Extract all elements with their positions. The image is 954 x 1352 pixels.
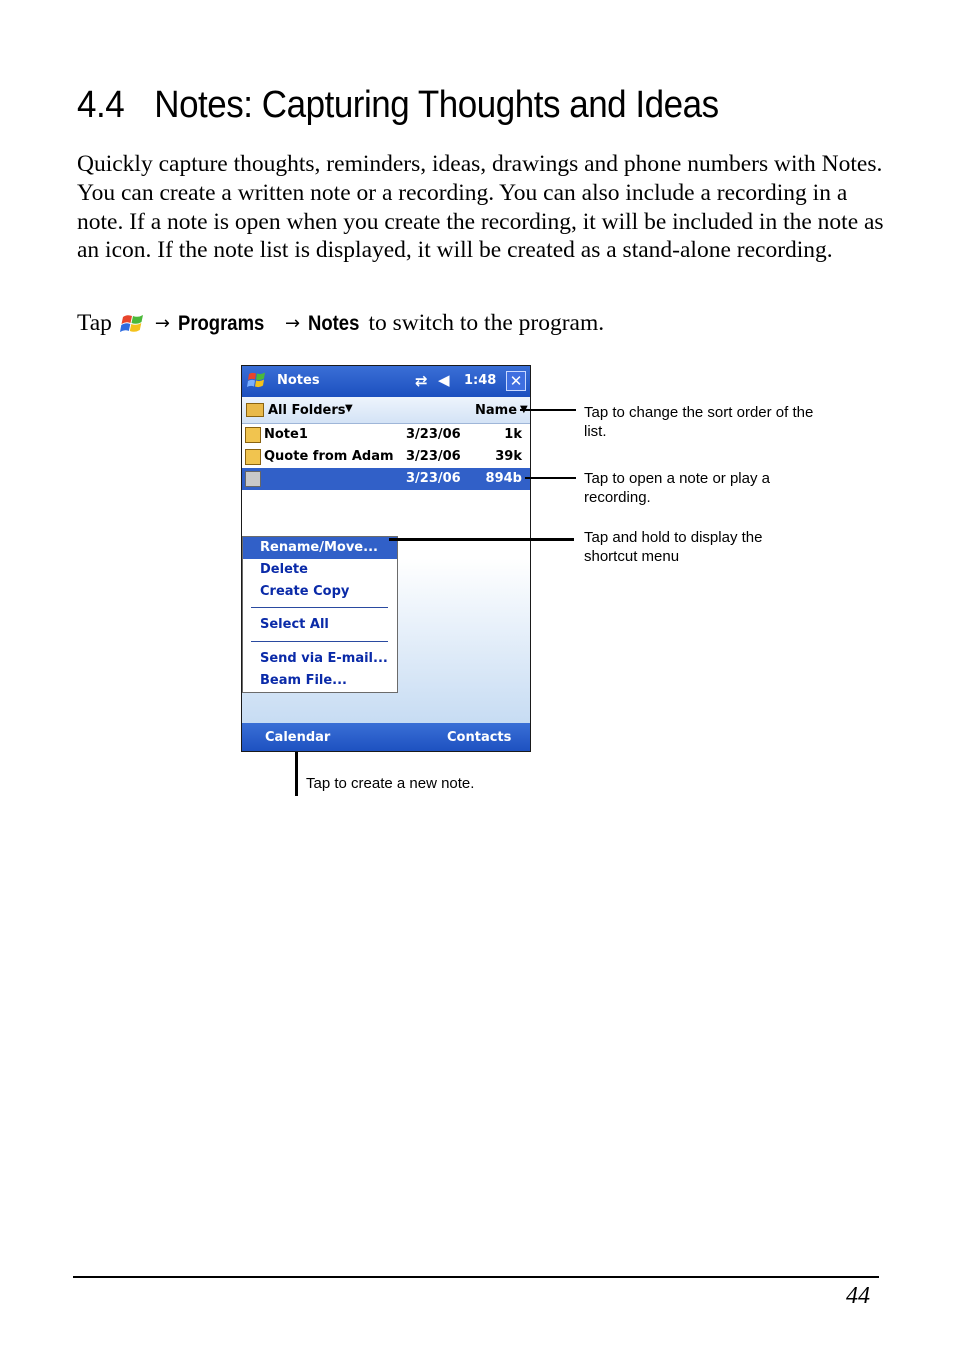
new-note-callout: Tap to create a new note. xyxy=(306,775,475,792)
folder-icon xyxy=(246,403,264,417)
menu-separator xyxy=(251,607,388,608)
calendar-softkey[interactable]: Calendar xyxy=(265,730,331,745)
footer-rule xyxy=(73,1276,879,1278)
note-size: 1k xyxy=(504,427,522,442)
open-callout: Tap to open a note or play a recording. xyxy=(584,470,770,506)
hold-callout: Tap and hold to display the shortcut menu xyxy=(584,529,763,565)
clock[interactable]: 1:48 xyxy=(464,373,497,388)
menu-item-rename-move[interactable]: Rename/Move... xyxy=(243,537,397,559)
sync-icon[interactable]: ⇄ xyxy=(415,372,428,390)
note-icon xyxy=(245,427,261,443)
close-button[interactable]: ✕ xyxy=(506,371,526,391)
note-size: 39k xyxy=(495,449,522,464)
device-screenshot xyxy=(241,365,531,752)
menu-item-select-all[interactable]: Select All xyxy=(260,617,329,632)
note-name: Note1 xyxy=(264,427,308,442)
folder-bar xyxy=(242,397,530,424)
note-date: 3/23/06 xyxy=(406,427,461,442)
recording-icon xyxy=(245,471,261,487)
menu-item-create-copy[interactable]: Create Copy xyxy=(260,584,350,599)
list-item[interactable] xyxy=(242,424,530,446)
menu-separator xyxy=(251,641,388,642)
start-menu-icon[interactable] xyxy=(246,370,268,392)
instruction-line xyxy=(77,310,604,337)
menu-item-delete[interactable]: Delete xyxy=(260,562,308,577)
menu-item-beam-file[interactable]: Beam File... xyxy=(260,673,347,688)
intro-paragraph: Quickly capture thoughts, reminders, ideas, drawings and phone numbers with Notes. You can create a written note or a recording. You can also include a recording in a note. If a note is open when you create the recording, it will be included in the note as an icon. If the note list is displayed, it will be created as a stand-alone recording. xyxy=(77,151,884,264)
note-icon xyxy=(245,449,261,465)
contacts-softkey[interactable]: Contacts xyxy=(447,730,512,745)
sort-dropdown[interactable]: Name xyxy=(475,403,518,418)
list-item[interactable] xyxy=(242,446,530,468)
chevron-down-icon[interactable]: ▼ xyxy=(345,403,353,414)
section-heading xyxy=(77,84,719,127)
section-number: 4.4 xyxy=(77,84,125,126)
arrow-icon: → xyxy=(285,313,301,334)
title-bar xyxy=(242,366,530,397)
section-title: Notes: Capturing Thoughts and Ideas xyxy=(154,84,719,126)
menu-item-send-email[interactable]: Send via E-mail... xyxy=(260,651,388,666)
callout-line xyxy=(295,752,298,796)
page-number: 44 xyxy=(846,1283,870,1309)
list-item[interactable] xyxy=(242,468,530,490)
note-size: 894b xyxy=(485,471,522,486)
sort-callout: Tap to change the sort order of the list. xyxy=(584,404,814,440)
context-menu xyxy=(242,536,398,693)
instruction-suffix: to switch to the program. xyxy=(368,310,605,336)
note-name: Quote from Adam xyxy=(264,449,394,464)
callout-line xyxy=(389,538,574,541)
arrow-icon: → xyxy=(154,313,170,334)
windows-start-icon xyxy=(120,312,146,336)
note-date: 3/23/06 xyxy=(406,471,461,486)
volume-icon[interactable]: ◀ xyxy=(438,371,450,389)
tap-word: Tap xyxy=(77,310,112,336)
folder-dropdown[interactable]: All Folders xyxy=(268,403,346,418)
note-date: 3/23/06 xyxy=(406,449,461,464)
callout-line xyxy=(525,477,576,479)
callout-line xyxy=(520,409,576,411)
app-title: Notes xyxy=(277,373,320,388)
notes-label: Notes xyxy=(308,311,360,335)
soft-key-bar xyxy=(242,723,530,752)
programs-label: Programs xyxy=(178,311,265,335)
note-list xyxy=(242,424,530,723)
